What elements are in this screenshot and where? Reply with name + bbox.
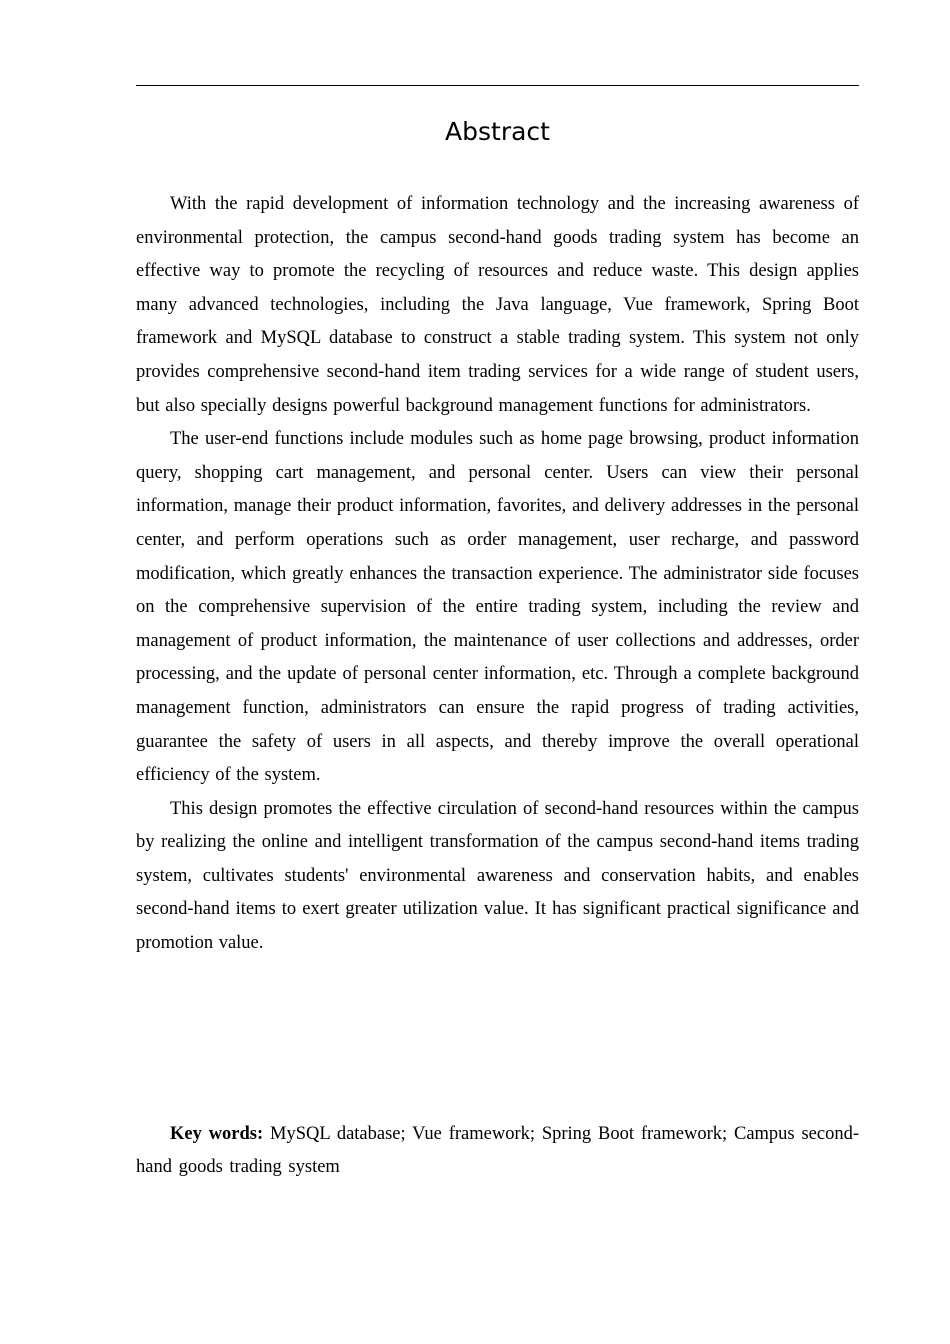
keywords-line — [136, 1118, 859, 1183]
keywords-text: MySQL database; Vue framework; Spring Boot framework; Campus second-hand goods trading system — [136, 1124, 859, 1177]
keywords-label: Key words: — [170, 1124, 264, 1144]
abstract-paragraph-1: With the rapid development of information technology and the increasing awareness of environmental protection, the campus second-hand goods trading system has become an effective way to promote the recycling of resources and reduce waste. This design applies many advanced technologies, including the Java language, Vue framework, Spring Boot framework and MySQL database to construct a stable trading system. This system not only provides comprehensive second-hand item trading services for a wide range of student users, but also specially designs powerful background management functions for administrators. — [136, 194, 859, 416]
header-rule — [136, 85, 859, 86]
abstract-title: Abstract — [445, 117, 550, 146]
document-page — [136, 0, 859, 1344]
abstract-paragraph-2: The user-end functions include modules such as home page browsing, product information query, shopping cart management, and personal center. Users can view their personal information, manage their product information, favorites, and delivery addresses in the personal center, and perform operations such as order management, user recharge, and password modification, which greatly enhances the transaction experience. The administrator side focuses on the comprehensive supervision of the entire trading system, including the review and management of product information, the maintenance of user collections and addresses, order processing, and the update of personal center information, etc. Through a complete background management function, administrators can ensure the rapid progress of trading activities, guarantee the safety of users in all aspects, and thereby improve the overall operational efficiency of the system. — [136, 429, 859, 786]
abstract-body — [136, 188, 859, 961]
abstract-paragraph-3: This design promotes the effective circulation of second-hand resources within the campus by realizing the online and intelligent transformation of the campus second-hand items trading system, cultivates students' environmental awareness and conservation habits, and enables second-hand items to exert greater utilization value. It has significant practical significance and promotion value. — [136, 798, 859, 954]
